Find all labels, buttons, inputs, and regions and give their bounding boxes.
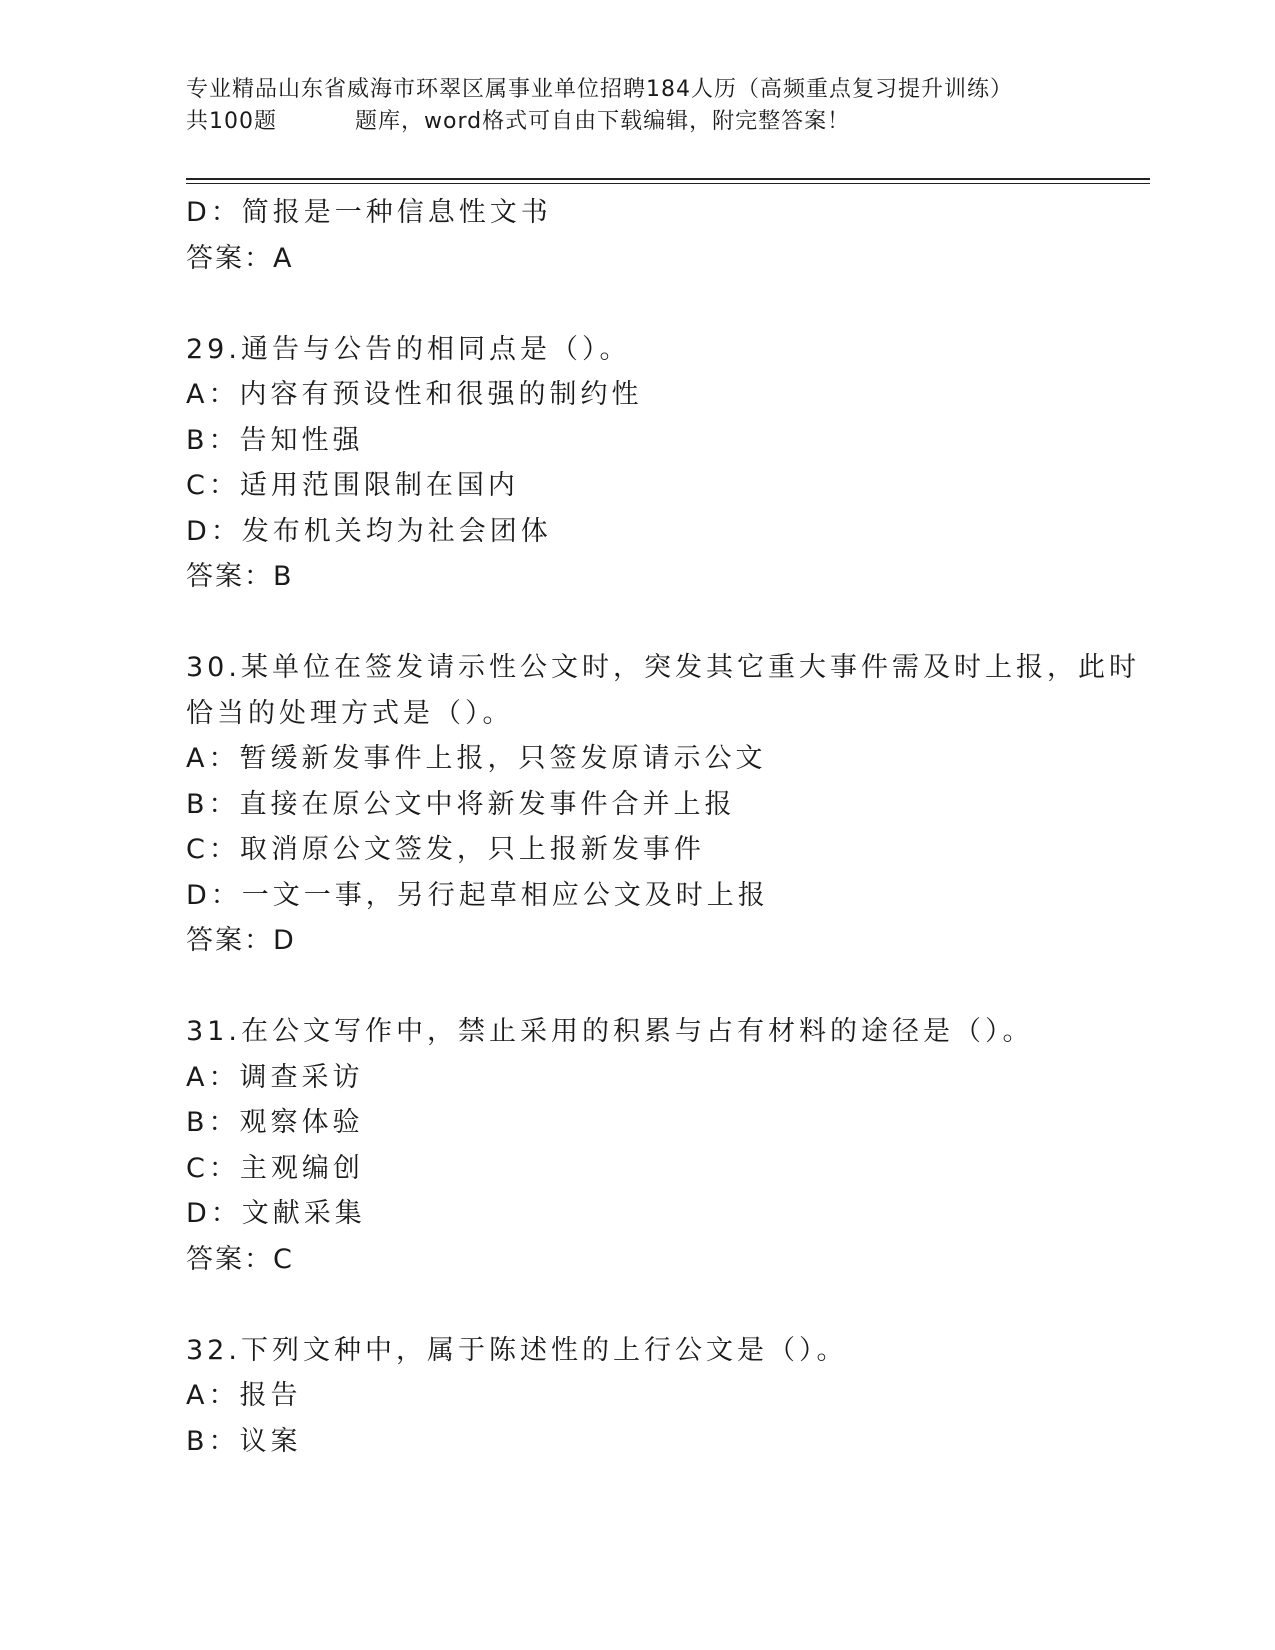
- answer: 答案：D: [186, 925, 296, 956]
- header-title-line1: 专业精品山东省威海市环翠区属事业单位招聘184人历（高频重点复习提升训练）: [186, 77, 1013, 102]
- option-d: D：一文一事，另行起草相应公文及时上报: [186, 879, 769, 911]
- option-a: A：报告: [186, 1380, 302, 1411]
- option-d: D：文献采集: [186, 1198, 366, 1229]
- option-d: D：简报是一种信息性文书: [186, 197, 552, 228]
- answer: 答案：C: [186, 1243, 294, 1275]
- header-format-note: 题库，word格式可自由下载编辑，附完整答案！: [355, 109, 851, 134]
- question-30: [186, 645, 1140, 964]
- option-d: D：发布机关均为社会团体: [186, 515, 552, 547]
- question-text-line1: 30.某单位在签发请示性公文时，突发其它重大事件需及时上报，此时: [186, 652, 1140, 683]
- header-question-count: 共100题: [186, 109, 277, 134]
- option-c: C：适用范围限制在国内: [186, 470, 519, 501]
- option-b: B：议案: [186, 1425, 302, 1457]
- question-31: [186, 1009, 1116, 1282]
- question-content: [186, 190, 1140, 1464]
- option-a: A：内容有预设性和很强的制约性: [186, 379, 643, 410]
- question-28-tail: [186, 190, 1116, 281]
- option-c: C：取消原公文签发，只上报新发事件: [186, 834, 705, 865]
- question-32: [186, 1328, 1116, 1465]
- option-b: B：直接在原公文中将新发事件合并上报: [186, 788, 736, 820]
- option-b: B：告知性强: [186, 424, 364, 456]
- option-a: A：调查采访: [186, 1061, 364, 1093]
- question-29: [186, 327, 1116, 600]
- question-text: 31.在公文写作中，禁止采用的积累与占有材料的途径是（）。: [186, 1016, 1034, 1047]
- answer: 答案：A: [186, 242, 294, 274]
- option-a: A：暂缓新发事件上报，只签发原请示公文: [186, 743, 767, 774]
- document-header: [186, 74, 1086, 138]
- question-text: 32.下列文种中，属于陈述性的上行公文是（）。: [186, 1334, 848, 1366]
- answer: 答案：B: [186, 561, 294, 592]
- option-c: C：主观编创: [186, 1152, 364, 1184]
- option-b: B：观察体验: [186, 1107, 364, 1138]
- header-rule-thick: [186, 178, 1150, 180]
- header-title-line2: [186, 106, 1086, 138]
- question-text: 29.通告与公告的相同点是（）。: [186, 333, 631, 365]
- question-text-line2: 恰当的处理方式是（）。: [186, 697, 514, 729]
- header-rule-thin: [186, 183, 1150, 184]
